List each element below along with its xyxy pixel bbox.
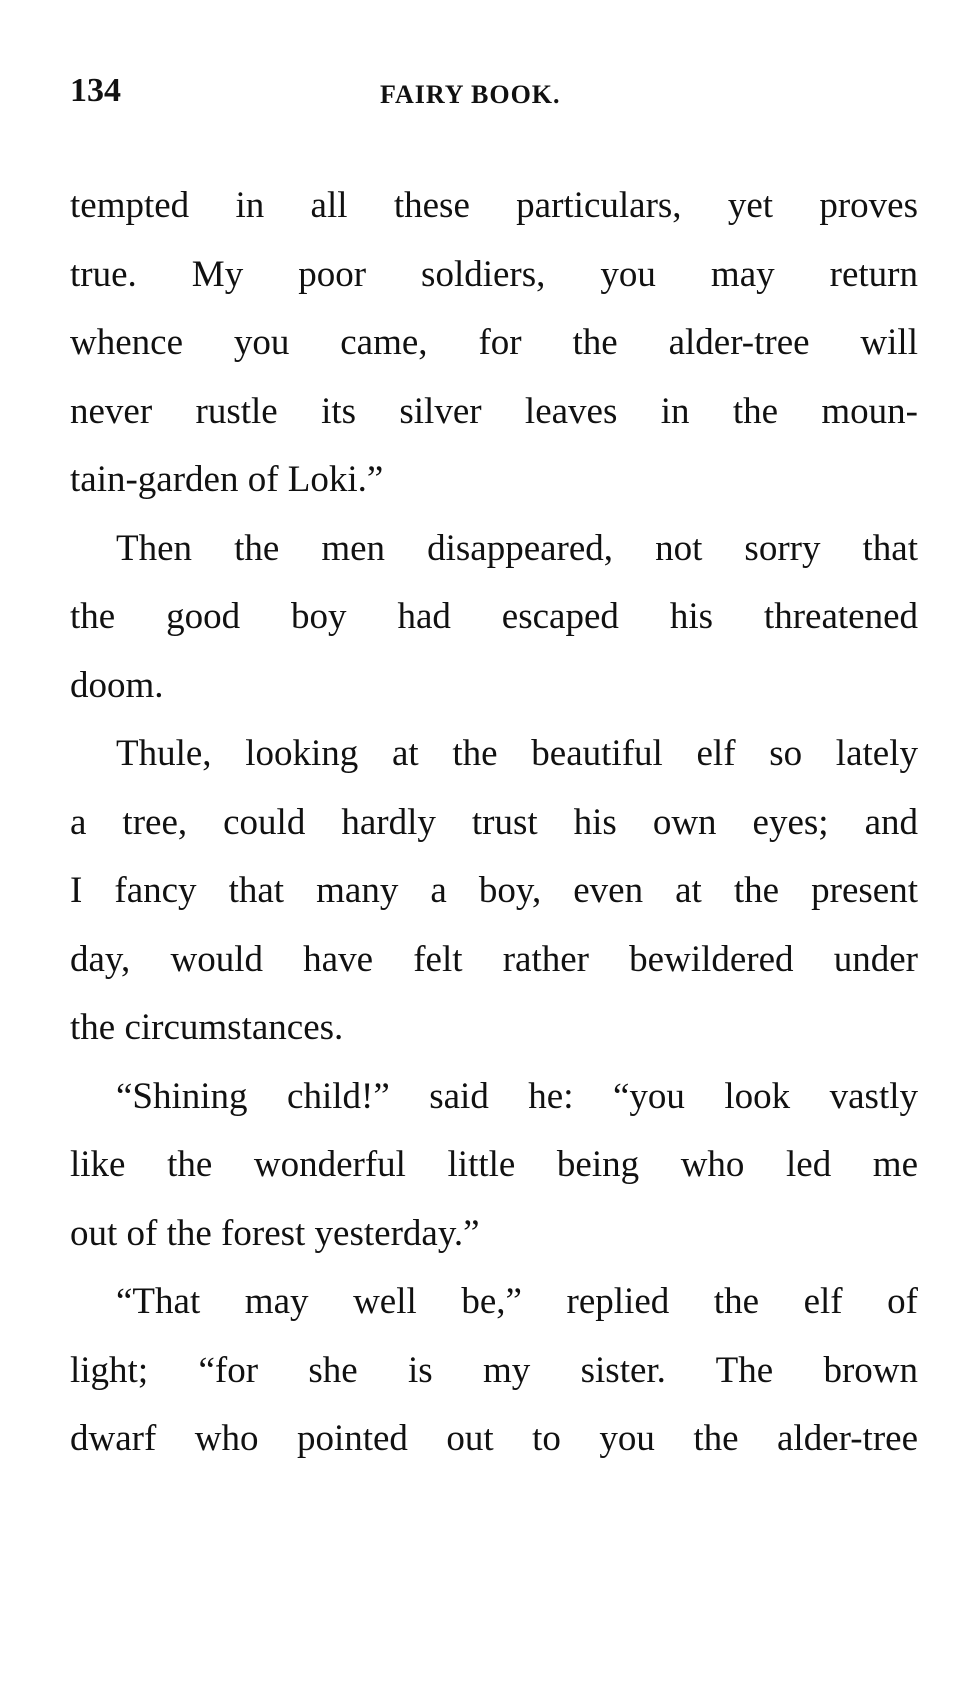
text-line: “That may well be,” replied the elf of bbox=[116, 1281, 918, 1322]
text-line: a tree, could hardly trust his own eyes; and bbox=[70, 801, 918, 843]
paragraph bbox=[70, 515, 918, 721]
text-line: the circumstances. bbox=[70, 1007, 344, 1048]
paragraph bbox=[70, 1063, 918, 1269]
text-line: true. My poor soldiers, you may return bbox=[70, 253, 918, 295]
text-line: day, would have felt rather bewildered under bbox=[70, 938, 918, 980]
text-line: I fancy that many a boy, even at the present bbox=[70, 870, 918, 911]
body-text bbox=[70, 172, 918, 1474]
text-line: out of the forest yesterday.” bbox=[70, 1212, 480, 1254]
paragraph bbox=[70, 172, 918, 515]
text-line: like the wonderful little being who led me bbox=[70, 1144, 918, 1185]
text-line: light; “for she is my sister. The brown bbox=[70, 1349, 918, 1391]
paragraph bbox=[70, 720, 918, 1063]
text-line: tempted in all these particulars, yet proves bbox=[70, 185, 918, 226]
text-line: “Shining child!” said he: “you look vastly bbox=[116, 1075, 918, 1117]
text-line: tain-garden of Loki.” bbox=[70, 459, 384, 500]
page-header bbox=[70, 72, 915, 122]
text-line: dwarf who pointed out to you the alder-tree bbox=[70, 1418, 918, 1459]
page-number: 134 bbox=[70, 72, 121, 109]
text-line: Then the men disappeared, not sorry that bbox=[116, 527, 918, 569]
text-line: whence you came, for the alder-tree will bbox=[70, 322, 918, 363]
paragraph bbox=[70, 1268, 918, 1474]
text-line: the good boy had escaped his threatened bbox=[70, 596, 918, 637]
text-line: Thule, looking at the beautiful elf so lately bbox=[116, 733, 918, 774]
text-line: doom. bbox=[70, 664, 164, 706]
running-head: FAIRY BOOK. bbox=[380, 80, 561, 109]
text-line: never rustle its silver leaves in the moun- bbox=[70, 390, 918, 432]
